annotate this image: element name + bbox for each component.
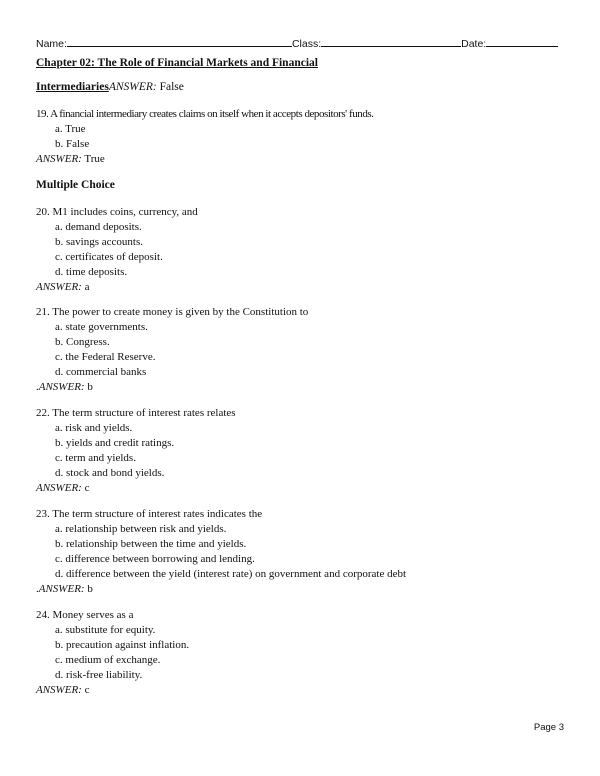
option-a: a. substitute for equity. [55,624,156,636]
question-20 [36,205,198,295]
option-b: b. yields and credit ratings. [55,437,175,449]
class-label: Class: [291,38,322,50]
chapter-title: Chapter 02: The Role of Financial Markets and Financial [36,57,318,69]
option-c: c. the Federal Reserve. [55,351,156,363]
option-a: a. risk and yields. [55,422,133,434]
answer-line: ANSWER: c [36,482,90,494]
question-21 [36,305,308,395]
option-d: d. difference between the yield (interest rate) on government and corporate debt [55,568,407,580]
option-b: b. precaution against inflation. [55,639,190,651]
header-fields [36,36,558,50]
option-d: d. commercial banks [55,366,147,378]
answer-line: .ANSWER: b [36,583,93,595]
answer-line: ANSWER: a [36,281,90,293]
option-c: c. term and yields. [55,452,136,464]
page-number: Page 3 [533,722,564,733]
question-19 [36,107,374,167]
question-22 [36,406,236,496]
option-a: a. relationship between risk and yields. [55,523,227,535]
answer-line: ANSWER: c [36,684,90,696]
date-label: Date: [461,38,487,50]
question-stem: 21. The power to create money is given by the Constitution to [36,306,309,318]
option-d: d. stock and bond yields. [55,467,165,479]
class-line [321,36,461,47]
answer-line: ANSWER: True [36,153,105,165]
option-c: c. certificates of deposit. [55,251,163,263]
answer-value: False [159,81,184,93]
title-end: Intermediaries [36,81,109,93]
date-line [486,36,558,47]
answer-label: ANSWER: [108,81,157,93]
question-24 [36,608,189,698]
option-c: c. medium of exchange. [55,654,161,666]
question-stem: 22. The term structure of interest rates relates [36,407,236,419]
name-line [67,36,292,47]
question-stem: 23. The term structure of interest rates indicates the [36,508,263,520]
option-a: a. state governments. [55,321,148,333]
question-stem: 19. A financial intermediary creates claims on itself when it accepts depositors' funds. [36,108,374,120]
option-b: b. False [55,138,90,150]
option-d: d. time deposits. [55,266,128,278]
question-stem: 20. M1 includes coins, currency, and [36,206,198,218]
answer-line: .ANSWER: b [36,381,93,393]
question-stem: 24. Money serves as a [36,609,134,621]
name-label: Name: [36,38,67,50]
option-a: a. demand deposits. [55,221,142,233]
title-continuation [36,81,184,93]
option-b: b. savings accounts. [55,236,143,248]
option-d: d. risk-free liability. [55,669,143,681]
option-b: b. relationship between the time and yields. [55,538,247,550]
option-a: a. True [55,123,86,135]
option-b: b. Congress. [55,336,110,348]
option-c: c. difference between borrowing and lending. [55,553,255,565]
question-23 [36,507,406,597]
section-title: Multiple Choice [36,179,115,191]
